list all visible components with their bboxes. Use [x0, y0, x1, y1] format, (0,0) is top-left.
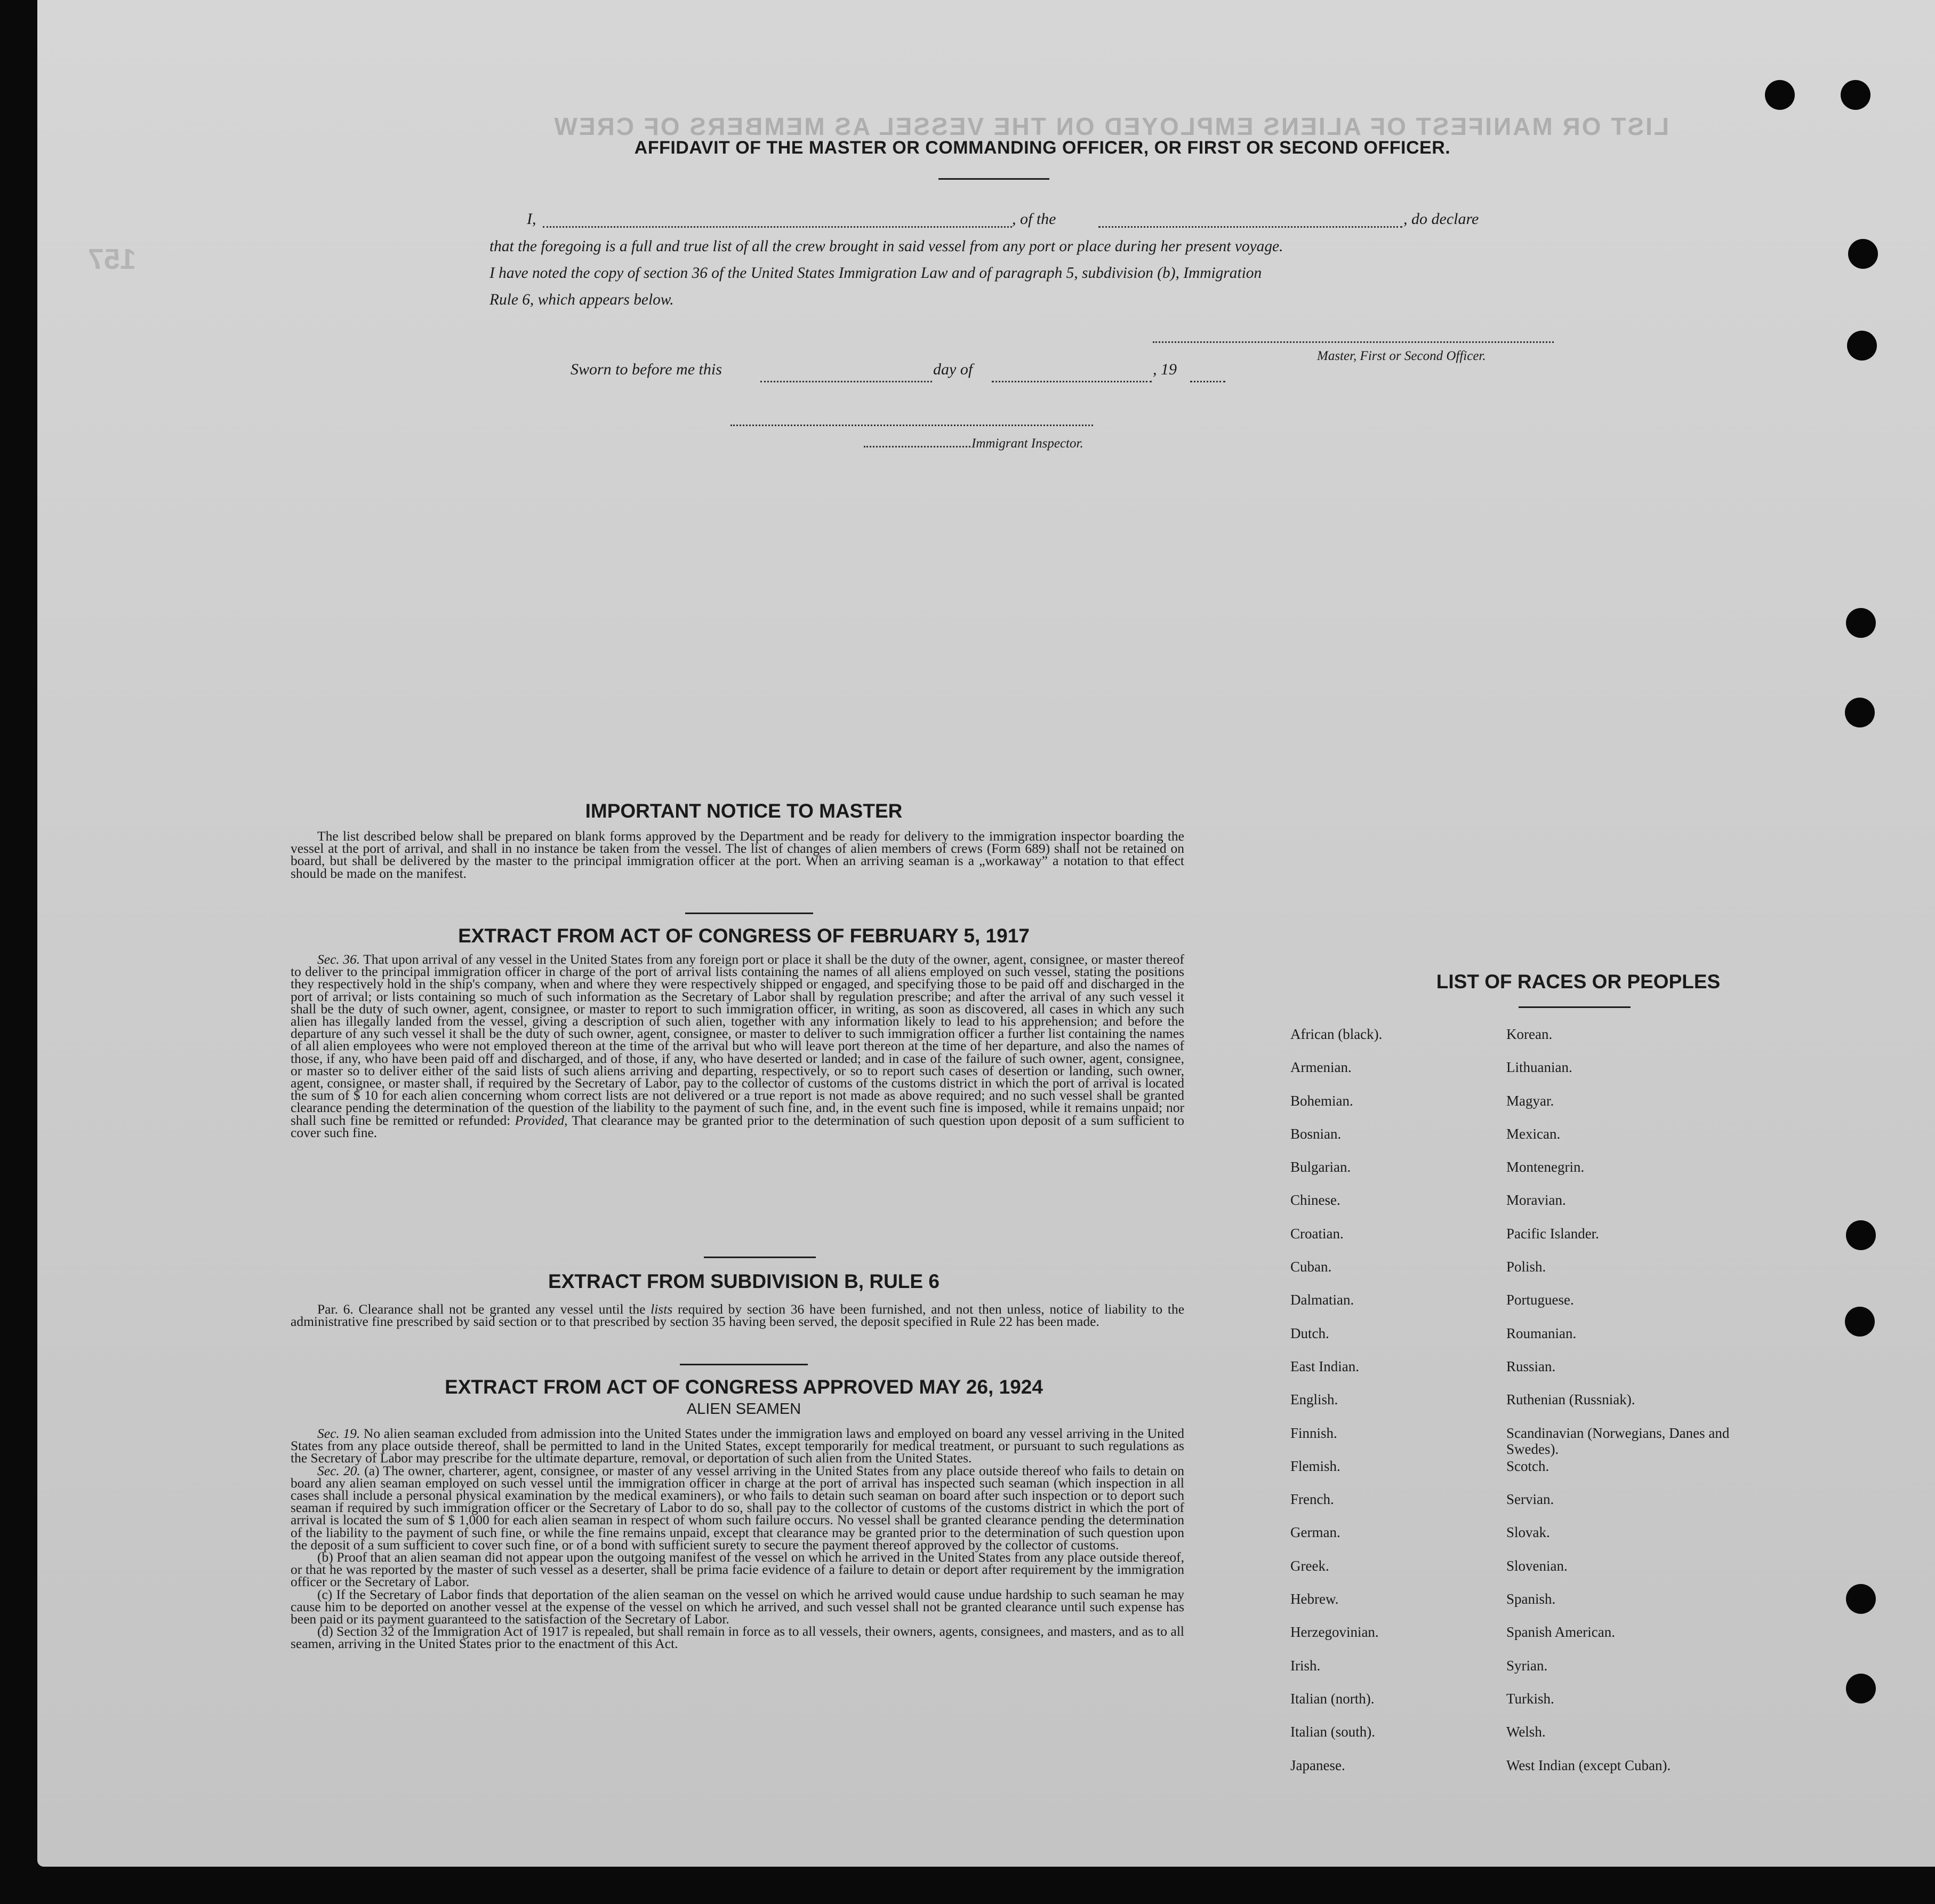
extract-1924-title: EXTRACT FROM ACT OF CONGRESS APPROVED MAY 26, 1924 — [445, 1376, 1043, 1398]
extract-1924-subtitle: ALIEN SEAMEN — [686, 1401, 801, 1418]
affidavit-title: AFFIDAVIT OF THE MASTER OR COMMANDING OFFICER, OR FIRST OR SECOND OFFICER. — [634, 138, 1451, 158]
binder-hole — [1848, 239, 1878, 269]
right-race-item: Welsh. — [1506, 1724, 1546, 1740]
races-left-column — [1290, 1026, 1493, 1790]
affidavit-line-1: that the foregoing is a full and true list of all the crew brought in said vessel from any port or place during her present voyage. — [489, 238, 1283, 255]
rule6-body — [291, 1301, 1185, 1330]
sec-19-paragraph — [291, 1427, 1184, 1465]
affidavit-line-2: I have noted the copy of section 36 of the United States Immigration Law and of paragraph 5, subdivision (b), Immigration — [489, 265, 1262, 282]
binder-hole — [1846, 1220, 1876, 1250]
binder-hole — [1765, 80, 1795, 110]
right-race-item: Servian. — [1506, 1491, 1554, 1508]
affidavit-do-declare: , do declare — [1403, 210, 1479, 228]
sec-19-label: Sec. 19. — [317, 1426, 360, 1441]
sworn-day-field[interactable] — [760, 381, 932, 382]
left-race-item: Bohemian. — [1290, 1092, 1353, 1109]
right-race-item: Korean. — [1506, 1026, 1553, 1042]
rule6-title: EXTRACT FROM SUBDIVISION B, RULE 6 — [548, 1270, 940, 1292]
left-race-item: Finnish. — [1290, 1425, 1337, 1441]
master-signature-field[interactable] — [1153, 341, 1554, 343]
right-race-item: Lithuanian. — [1506, 1059, 1572, 1076]
extract-1924-body — [291, 1427, 1184, 1650]
extract-1917-title: EXTRACT FROM ACT OF CONGRESS OF FEBRUARY 5, 1917 — [458, 925, 1030, 947]
left-race-item: German. — [1290, 1524, 1340, 1541]
left-race-item: Hebrew. — [1290, 1591, 1339, 1607]
left-race-item: English. — [1290, 1391, 1338, 1408]
right-race-item: Syrian. — [1506, 1657, 1548, 1674]
right-race-item: Moravian. — [1506, 1192, 1566, 1209]
right-race-item: Portuguese. — [1506, 1292, 1574, 1308]
sec-36-label: Sec. 36. — [317, 951, 360, 967]
right-race-item: Russian. — [1506, 1358, 1556, 1374]
notice-title: IMPORTANT NOTICE TO MASTER — [585, 800, 903, 822]
right-race-item: Turkish. — [1506, 1690, 1554, 1707]
extract-1917-body — [291, 953, 1184, 1139]
left-race-item: Herzegovinian. — [1290, 1624, 1379, 1641]
rule6-text-b: required by section 36 have been furnished, and not then unless, notice of liability to the administrative fine prescribed by said section or to that prescribed by section 35 having been served, the deposit specified in Rule 22 has been made. — [291, 1301, 1185, 1330]
sworn-month-field[interactable] — [992, 381, 1152, 382]
left-race-item: East Indian. — [1290, 1358, 1359, 1374]
affidavit-of-the: , of the — [1012, 210, 1056, 228]
year-label: , 19 — [1153, 361, 1177, 378]
left-race-item: Bosnian. — [1290, 1125, 1342, 1142]
sec-36-text-b: That clearance may be granted prior to the determination of such question upon deposit of a sum sufficient to cover such fine. — [291, 1112, 1185, 1140]
master-signature-label: Master, First or Second Officer. — [1317, 349, 1486, 363]
sec-20b-paragraph: (b) Proof that an alien seaman did not appear upon the outgoing manifest of the vessel on which he arrived in the United States from any place outside thereof, or that he was reported by the master of such vessel as a deserter, shall be prima facie evidence of a failure to detain or deport after requirement by the immigration officer or the Secretary of Labor. — [291, 1549, 1184, 1590]
bleed-through-number: 157 — [88, 243, 137, 275]
document-page — [37, 0, 1935, 1867]
binder-hole — [1846, 608, 1876, 638]
left-race-item: African (black). — [1290, 1026, 1383, 1042]
left-race-item: Cuban. — [1290, 1259, 1332, 1275]
left-race-item: Bulgarian. — [1290, 1159, 1351, 1175]
left-race-item: Chinese. — [1290, 1192, 1340, 1209]
left-race-item: Irish. — [1290, 1657, 1321, 1674]
left-race-item: Armenian. — [1290, 1059, 1352, 1076]
races-rule — [1519, 1006, 1631, 1008]
affidavit-title-rule — [938, 178, 1049, 180]
binder-hole — [1846, 1584, 1876, 1614]
left-race-item: Flemish. — [1290, 1458, 1340, 1474]
rule6-rule — [680, 1364, 808, 1365]
notice-body: The list described below shall be prepared on blank forms approved by the Department and be ready for delivery to the immigration inspector boarding the vessel at the port of arrival, and shall in no instance be taken from the vessel. The list of changes of alien members of crews (Form 689) shall not be retained on board, but shall be delivered by the master to the principal immigration officer at the port. When an arriving seaman is a „workaway” a notation to that effect should be made on the manifest. — [291, 828, 1184, 881]
sec-20-label: Sec. 20. — [317, 1462, 360, 1478]
right-race-item: Scandinavian (Norwegians, Danes and Swedes). — [1506, 1425, 1730, 1457]
binder-hole — [1845, 1307, 1875, 1337]
right-race-item: Magyar. — [1506, 1092, 1554, 1109]
inspector-lead-line — [864, 446, 970, 447]
provided-word: Provided, — [515, 1112, 568, 1128]
extract-1917-rule — [704, 1257, 816, 1258]
left-race-item: Greek. — [1290, 1557, 1329, 1574]
sec-36-text-a: That upon arrival of any vessel in the United States from any foreign port or place it shall be the duty of the owner, agent, consignee, or master thereof to deliver to the principal immigration officer in charge of the port of arrival lists containing the names of all aliens employed on such vessel, stating the positions they respectively hold in the ship's company, when and where they were respectively shipped or engaged, and specifying those to be paid off and discharged in the port of arrival; or lists containing so much of such information as the Secretary of Labor shall by regulation prescribe; and after the arrival of any such vessel it shall be the duty of such owner, agent, consignee, or master to report to such immigration officer, in writing, as soon as discovered, all cases in which any such alien has illegally landed from the vessel, giving a description of such alien, together with any information likely to lead to his apprehension; and before the departure of any such vessel it shall be the duty of such owner, agent, consignee, or master to deliver to such immigration officer a further list containing the names of all alien employees who were not employed thereon at the time of the arrival but who will leave port thereon at the time of her departure, and also the names of those, if any, who have been paid off and discharged, and of those, if any, who have deserted or landed; and in case of the failure of such owner, agent, consignee, or master so to deliver either of the said lists of such aliens arriving and departing, respectively, or so to report such cases of desertion or landing, such owner, agent, consignee, or master shall, if required by the Secretary of Labor, pay to the collector of customs of the customs district in which the port of arrival is located the sum of $ 10 for each alien concerning whom correct lists are not delivered or a true report is not made as above required; and no such vessel shall be granted clearance pending the determination of the question of the liability to the payment of such fine, and, in the event such fine is imposed, while it remains unpaid; nor shall such fine be remitted or refunded: — [291, 951, 1184, 1128]
left-race-item: Croatian. — [1290, 1225, 1344, 1242]
affidavit-vessel-field[interactable] — [1098, 226, 1402, 228]
right-race-item: Ruthenian (Russniak). — [1506, 1391, 1635, 1408]
right-race-item: Spanish American. — [1506, 1624, 1615, 1641]
right-race-item: West Indian (except Cuban). — [1506, 1757, 1671, 1773]
inspector-label: Immigrant Inspector. — [971, 436, 1083, 451]
left-race-item: French. — [1290, 1491, 1334, 1508]
binder-hole — [1847, 331, 1877, 361]
day-of-label: day of — [933, 361, 973, 378]
right-race-item: Polish. — [1506, 1259, 1546, 1275]
right-race-item: Spanish. — [1506, 1591, 1556, 1607]
sec-20a-text: (a) The owner, charterer, agent, consignee, or master of any vessel arriving in the United States from any place outside thereof who fails to detain on board any alien seaman employed on such vessel until the immigration officer in charge at the port of arrival has inspected such seaman (which inspection in all cases shall include a personal physical examination by the medical examiners), or who fails to detain such seaman on board after such inspection or to deport such seaman if required by such immigration officer or the Secretary of Labor to do so, shall pay to the collector of customs of the customs district in which the port of arrival is located the sum of $ 1,000 for each alien seaman in respect of whom such failure occurs. No vessel shall be granted clearance pending the determination of the liability to the payment of such fine, or while the fine remains unpaid, except that clearance may be granted prior to the determination of such question upon the deposit of a sum sufficient to cover such fine, or of a bond with sufficient surety to secure the payment thereof approved by the collector of customs. — [291, 1462, 1185, 1553]
rule6-lists-word: lists — [651, 1301, 673, 1317]
binder-hole — [1841, 80, 1870, 110]
sworn-label: Sworn to before me this — [571, 361, 722, 378]
sworn-year-field[interactable] — [1190, 381, 1225, 382]
left-race-item: Italian (north). — [1290, 1690, 1375, 1707]
races-right-column — [1506, 1026, 1741, 1790]
sec-20c-paragraph: (c) If the Secretary of Labor finds that deportation of the alien seaman on the vessel on which he arrived would cause undue hardship to such seaman he may cause him to be deported on another vessel at the expense of the vessel on which he arrived, and such vessel shall not be granted clearance until such expense has been paid or its payment guaranteed to the satisfaction of the Secretary of Labor. — [291, 1586, 1184, 1627]
notice-rule — [685, 913, 813, 914]
inspector-signature-line[interactable] — [730, 425, 1093, 426]
left-race-item: Dutch. — [1290, 1325, 1329, 1341]
right-race-item: Slovenian. — [1506, 1557, 1568, 1574]
right-race-item: Scotch. — [1506, 1458, 1549, 1474]
right-race-item: Slovak. — [1506, 1524, 1550, 1541]
bleed-through-header: LIST OR MANIFEST OF ALIENS EMPLOYED ON THE VESSEL AS MEMBERS OF CREW — [552, 113, 1669, 140]
right-race-item: Pacific Islander. — [1506, 1225, 1599, 1242]
races-title: LIST OF RACES OR PEOPLES — [1436, 971, 1721, 993]
sec-20a-paragraph — [291, 1462, 1185, 1553]
right-race-item: Mexican. — [1506, 1125, 1561, 1142]
affidavit-i-label: I, — [527, 210, 536, 228]
right-race-item: Roumanian. — [1506, 1325, 1577, 1341]
binder-hole — [1846, 1674, 1876, 1703]
left-race-item: Japanese. — [1290, 1757, 1345, 1773]
left-race-item: Italian (south). — [1290, 1724, 1375, 1740]
sec-20d-paragraph: (d) Section 32 of the Immigration Act of 1917 is repealed, but shall remain in force as to all vessels, their owners, agents, consignees, and masters, and as to all seamen, arriving in the United States prior to the enactment of this Act. — [291, 1623, 1184, 1652]
affidavit-name-field[interactable] — [543, 226, 1012, 228]
binder-hole — [1845, 698, 1875, 727]
rule6-text-a: Par. 6. Clearance shall not be granted any vessel until the — [317, 1301, 646, 1317]
affidavit-line-3: Rule 6, which appears below. — [489, 291, 674, 308]
left-race-item: Dalmatian. — [1290, 1292, 1354, 1308]
right-race-item: Montenegrin. — [1506, 1159, 1585, 1175]
sec-19-text: No alien seaman excluded from admission into the United States under the immigration laws and employed on board any vessel arriving in the United States from any place outside thereof, shall be permitted to land in the United States, except temporarily for medical treatment, or pursuant to such regulations as the Secretary of Labor may prescribe for the ultimate departure, removal, or deportation of such alien from the United States. — [291, 1426, 1185, 1466]
